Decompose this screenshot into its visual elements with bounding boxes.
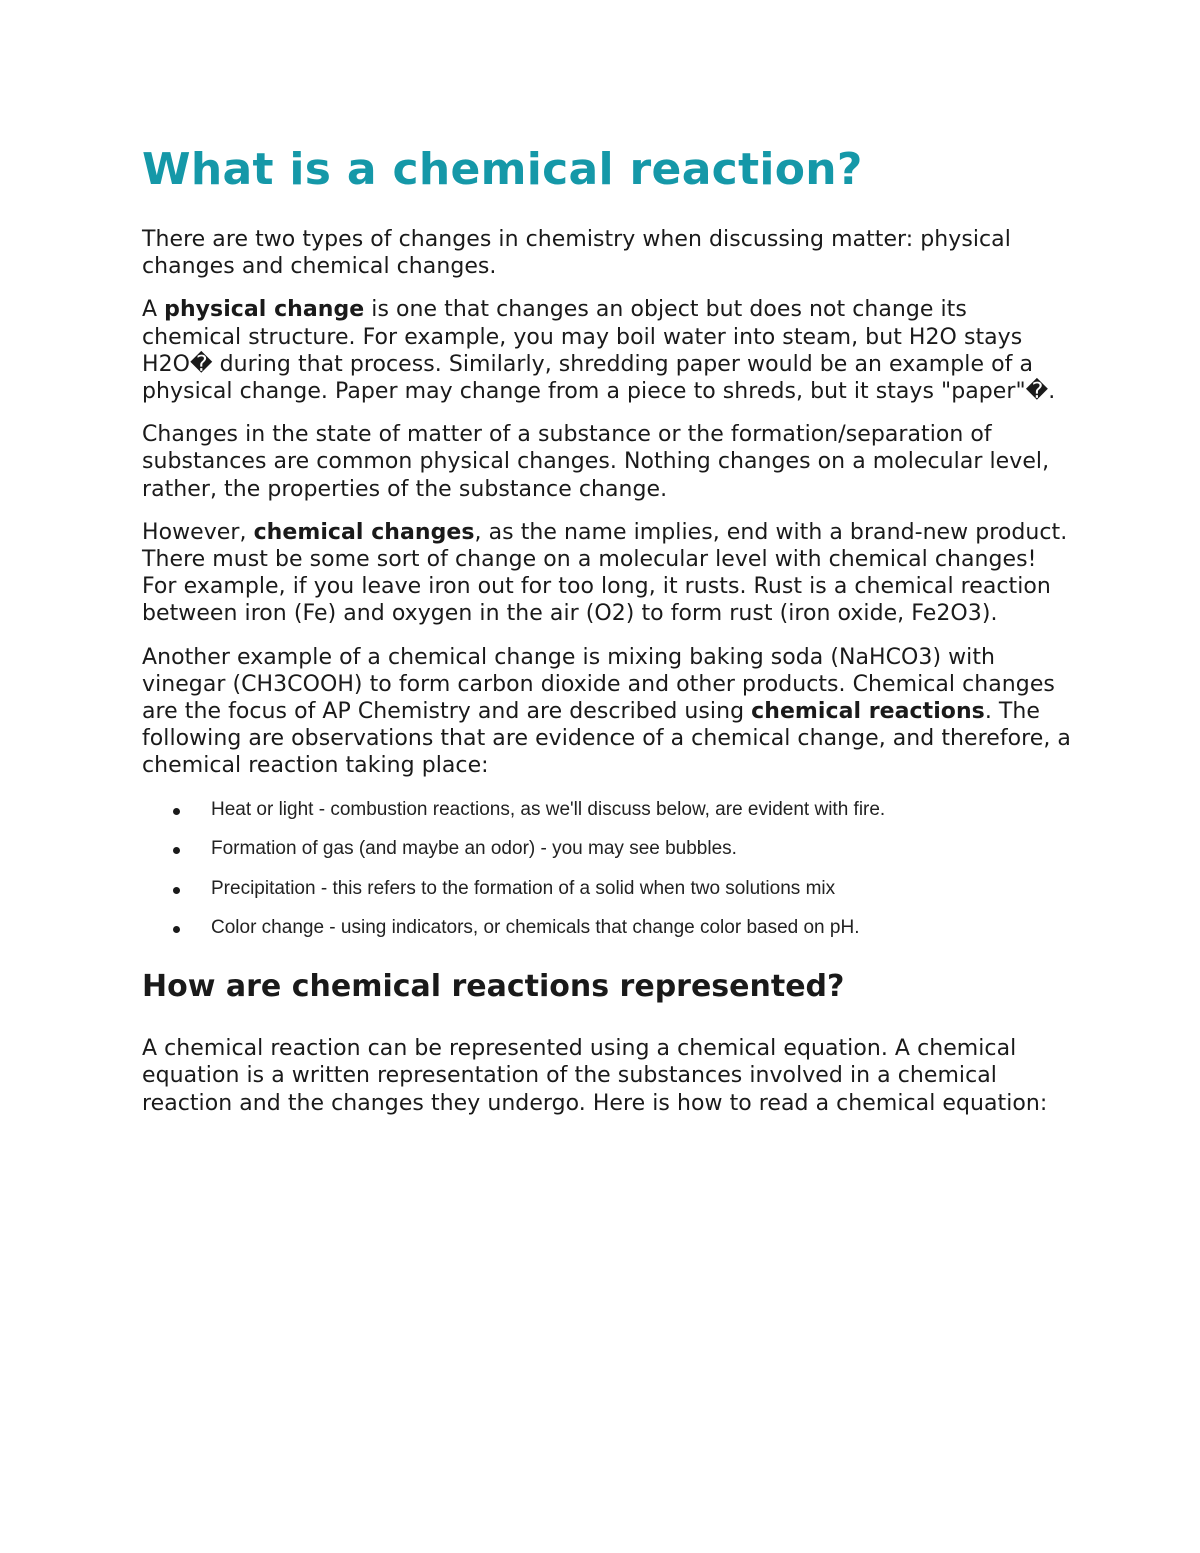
paragraph-chemical-equation: A chemical reaction can be represented using a chemical equation. A chemical equation is a written representation of the substances involved in a chemical reaction and the changes they undergo. Here is how to read a chemical equation: (142, 1036, 1048, 1116)
paragraph-state-changes: Changes in the state of matter of a substance or the formation/separation of substances are common physical changes. Nothing changes on a molecular level, rather, the properties of the substance change. (142, 422, 1050, 502)
text-run: However, (142, 519, 254, 545)
bullet-icon (173, 926, 180, 933)
text-run: , as the name implies, end with a brand-new product. There must be some sort of change on a molecular level with chemical changes! For example, if you leave iron out for too long, it rusts. Rust is a chemical reaction between iron (Fe) and oxygen in the air (O2) to form rust (iron oxide, Fe2O3). (142, 519, 1068, 627)
bullet-icon (173, 808, 180, 815)
list-item-text: Heat or light - combustion reactions, as we'll discuss below, are evident with fire. (211, 798, 886, 820)
paragraph-baking-soda-example (142, 644, 1072, 780)
list-item-text: Precipitation - this refers to the formation of a solid when two solutions mix (211, 877, 836, 899)
text-run: Another example of a chemical change is mixing baking soda (NaHCO3) with vinegar (CH3COOH) to form carbon dioxide and other products. Chemical changes are the focus of AP Chemistry and are described using (142, 644, 1055, 725)
text-run: . The following are observations that are evidence of a chemical change, and therefore, a chemical reaction taking place: (142, 699, 1071, 779)
list-item (142, 835, 1072, 862)
list-item (142, 796, 1072, 823)
bullet-icon (173, 847, 180, 854)
term-physical-change: physical change (164, 297, 365, 323)
paragraph-intro: There are two types of changes in chemistry when discussing matter: physical changes and chemical changes. (142, 227, 1011, 280)
page-title: What is a chemical reaction? (142, 144, 863, 195)
list-item-text: Color change - using indicators, or chemicals that change color based on pH. (211, 917, 860, 939)
list-item (142, 875, 1072, 902)
document-page (142, 140, 1072, 1133)
paragraph-physical-change (142, 296, 1072, 405)
bullet-icon (173, 887, 180, 894)
text-run: A (142, 297, 165, 323)
evidence-list (142, 796, 1072, 942)
text-run: is one that changes an object but does not change its chemical structure. For example, you may boil water into steam, but H2O stays H2O� during that process. Similarly, shredding paper would be an example of a physical change. Paper may change from a piece to shreds, but it stays "paper"�. (142, 297, 1056, 405)
list-item-text: Formation of gas (and maybe an odor) - you may see bubbles. (211, 838, 737, 860)
term-chemical-reactions: chemical reactions (751, 699, 985, 725)
paragraph-chemical-changes (142, 519, 1072, 628)
term-chemical-changes: chemical changes (253, 519, 475, 545)
list-item (142, 914, 1072, 941)
section-heading: How are chemical reactions represented? (142, 969, 845, 1005)
